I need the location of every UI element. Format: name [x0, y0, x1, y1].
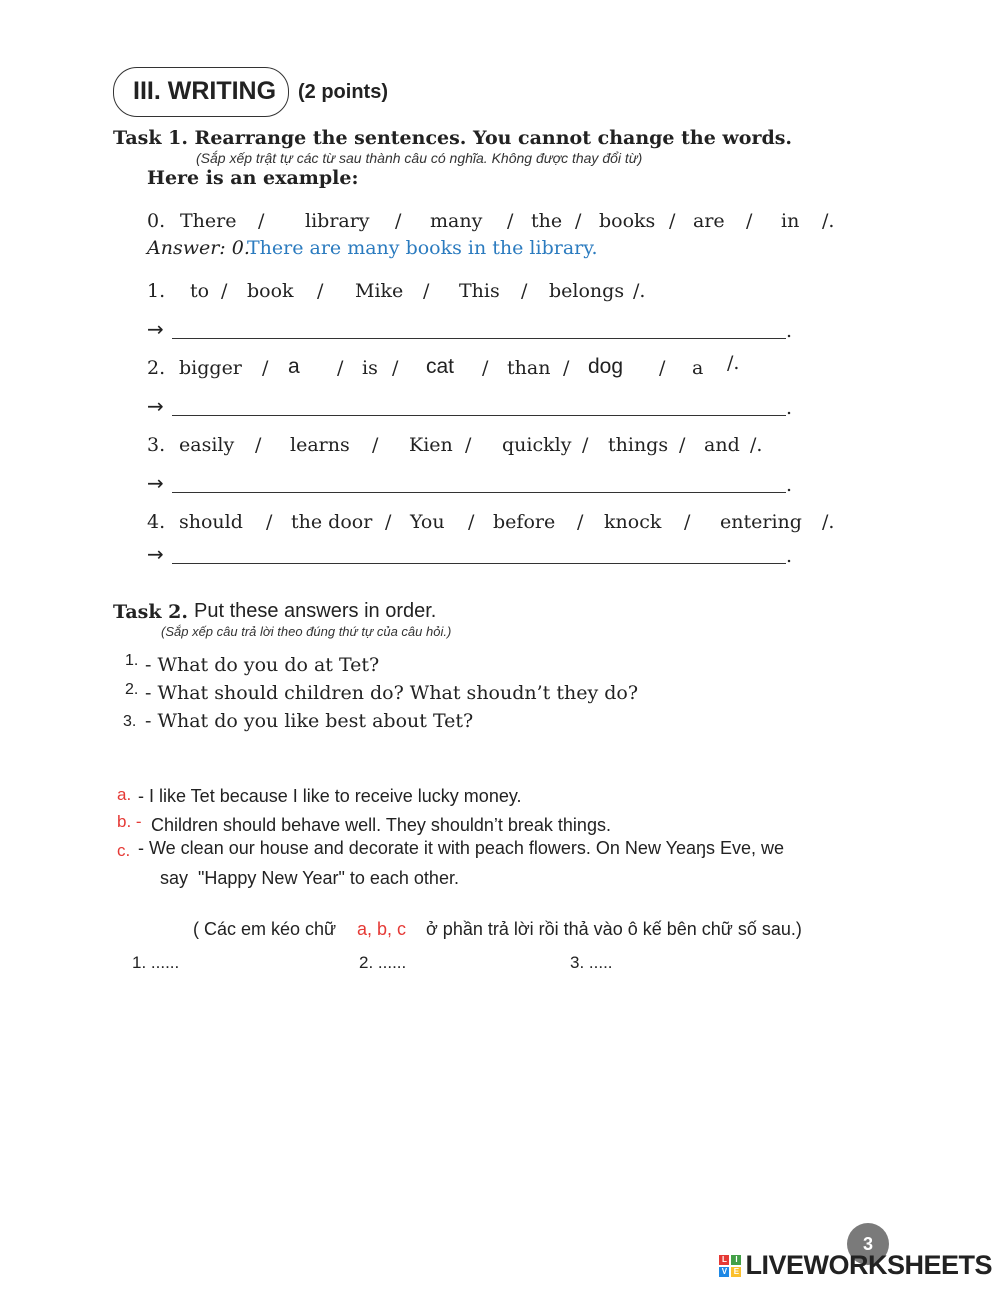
scramble-word: belongs [549, 280, 625, 302]
scramble-word: / [684, 511, 691, 533]
scramble-word: learns [290, 434, 350, 456]
item-number: 2. [147, 357, 166, 379]
scramble-word: than [507, 357, 551, 379]
example-word: / [395, 210, 402, 232]
scramble-word: knock [604, 511, 662, 533]
scramble-word: bigger [179, 357, 242, 379]
example-word: / [507, 210, 514, 232]
example-word: in [781, 210, 800, 232]
answer-letter-a[interactable]: a. [117, 785, 132, 804]
scramble-word: / [659, 357, 666, 379]
answer-blank-4[interactable] [172, 563, 786, 564]
example-word: many [430, 210, 483, 232]
scramble-word: /. [727, 352, 740, 374]
scramble-word: quickly [502, 434, 572, 456]
question-number: 3. [123, 713, 137, 730]
scramble-word: You [410, 511, 445, 533]
scramble-word: / [221, 280, 228, 302]
scramble-word: / [372, 434, 379, 456]
example-word: / [258, 210, 265, 232]
scramble-word: This [459, 280, 500, 302]
scramble-word: / [563, 357, 570, 379]
example-word: / [669, 210, 676, 232]
task1-title: Task 1. Rearrange the sentences. You cannot change the words. [113, 127, 793, 149]
answer-text-a: - I like Tet because I like to receive lucky money. [138, 786, 522, 806]
example-answer-label: Answer: 0. [147, 237, 250, 259]
task2-title-bold: Task 2. [113, 601, 188, 623]
blank-period: . [786, 397, 793, 419]
example-answer-text: There are many books in the library. [247, 237, 598, 259]
item-number: 1. [147, 280, 166, 302]
scramble-word: cat [426, 355, 455, 378]
scramble-word: / [577, 511, 584, 533]
scramble-word: /. [750, 434, 763, 456]
scramble-word: / [317, 280, 324, 302]
scramble-word: entering [720, 511, 802, 533]
arrow-icon: → [147, 317, 164, 341]
example-word: books [599, 210, 656, 232]
scramble-word: / [337, 357, 344, 379]
task2-note: (Sắp xếp câu trả lời theo đúng thứ tự của câu hỏi.) [161, 624, 452, 639]
instruction-letters: a, b, c [357, 919, 407, 939]
scramble-word: to [190, 280, 210, 302]
question-number: 1. [125, 652, 139, 669]
scramble-word: book [247, 280, 294, 302]
scramble-word: things [608, 434, 669, 456]
scramble-word: should [179, 511, 243, 533]
question-text: - What do you like best about Tet? [145, 710, 474, 732]
example-word: /. [822, 210, 835, 232]
page-number-badge: 3 [847, 1223, 889, 1265]
example-heading: Here is an example: [147, 167, 359, 189]
example-word: There [180, 210, 237, 232]
scramble-word: / [266, 511, 273, 533]
task1-note: (Sắp xếp trật tự các từ sau thành câu có nghĩa. Không được thay đổi từ) [196, 150, 643, 166]
example-word: library [305, 210, 370, 232]
logo-letter: V [719, 1267, 729, 1277]
question-text: - What should children do? What shoudn’t they do? [145, 682, 639, 704]
scramble-word: and [704, 434, 740, 456]
scramble-word: / [468, 511, 475, 533]
example-word: the [531, 210, 563, 232]
question-text: - What do you do at Tet? [145, 654, 380, 676]
blank-period: . [786, 545, 793, 567]
answer-blank-2[interactable] [172, 415, 786, 416]
instruction-post: ở phần trả lời rồi thả vào ô kế bên chữ số sau.) [426, 919, 802, 939]
answer-letter-b[interactable]: b. - [117, 812, 142, 831]
scramble-word: /. [633, 280, 646, 302]
scramble-word: /. [822, 511, 835, 533]
logo-letter: I [731, 1255, 741, 1265]
blank-period: . [786, 474, 793, 496]
arrow-icon: → [147, 542, 164, 566]
scramble-word: a [288, 355, 300, 378]
scramble-word: dog [588, 355, 624, 378]
example-number: 0. [147, 210, 166, 232]
scramble-word: / [392, 357, 399, 379]
scramble-word: is [362, 357, 378, 379]
answer-text-b: Children should behave well. They shouldn’t break things. [151, 815, 611, 835]
answer-blank-1[interactable] [172, 338, 786, 339]
example-word: are [693, 210, 725, 232]
item-number: 4. [147, 511, 166, 533]
logo-brand-text: LIVEWORKSHEETS [745, 1250, 992, 1280]
section-title: III. WRITING [133, 77, 277, 105]
scramble-word: / [423, 280, 430, 302]
scramble-word: / [482, 357, 489, 379]
blank-period: . [786, 320, 793, 342]
item-number: 3. [147, 434, 166, 456]
scramble-word: / [262, 357, 269, 379]
instruction-pre: ( Các em kéo chữ [193, 919, 337, 939]
answer-blank-3[interactable] [172, 492, 786, 493]
example-word: / [575, 210, 582, 232]
scramble-word: / [465, 434, 472, 456]
scramble-word: / [385, 511, 392, 533]
answer-text-c-continued: say "Happy New Year" to each other. [160, 868, 459, 888]
scramble-word: / [582, 434, 589, 456]
logo-grid-icon [719, 1255, 741, 1277]
section-points: (2 points) [298, 81, 388, 103]
scramble-word: / [255, 434, 262, 456]
liveworksheets-logo[interactable] [719, 1250, 992, 1281]
scramble-word: a [692, 357, 704, 379]
scramble-word: / [521, 280, 528, 302]
drop-slot-2[interactable]: 2. ...... [359, 953, 407, 972]
scramble-word: / [679, 434, 686, 456]
logo-letter: E [731, 1267, 741, 1277]
logo-letter: L [719, 1255, 729, 1265]
question-number: 2. [125, 681, 139, 698]
drop-slot-1[interactable]: 1. ...... [132, 953, 180, 972]
answer-letter-c[interactable]: c. [117, 841, 131, 860]
task2-title: Put these answers in order. [194, 600, 437, 622]
example-word: / [746, 210, 753, 232]
drop-slot-3[interactable]: 3. ..... [570, 953, 613, 972]
scramble-word: easily [179, 434, 235, 456]
scramble-word: the door [291, 511, 373, 533]
scramble-word: Kien [409, 434, 453, 456]
scramble-word: before [493, 511, 556, 533]
arrow-icon: → [147, 394, 164, 418]
scramble-word: Mike [355, 280, 404, 302]
answer-text-c: - We clean our house and decorate it with peach flowers. On New Yeaŋs Eve, we [138, 838, 785, 858]
arrow-icon: → [147, 471, 164, 495]
